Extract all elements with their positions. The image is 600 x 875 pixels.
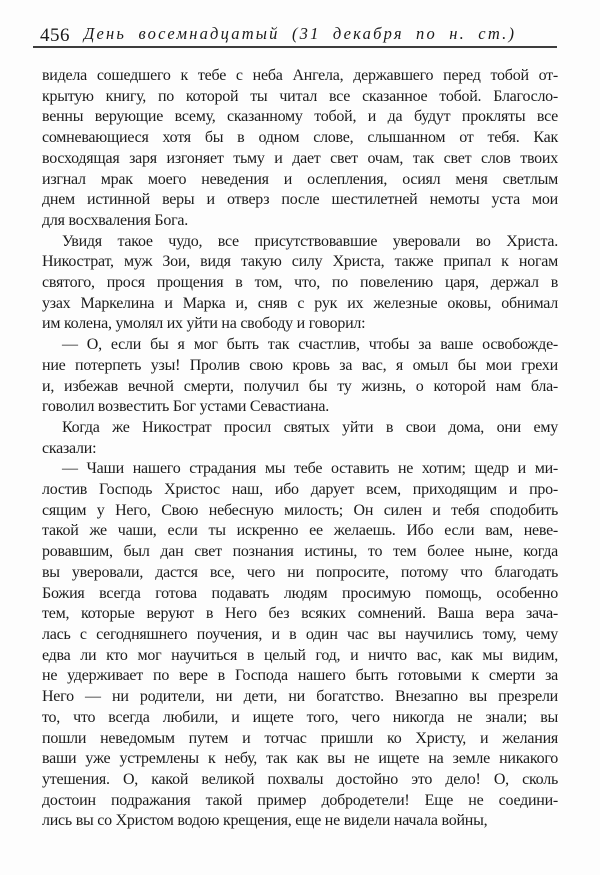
text-line: пошли неведомым путем и тотчас пришли ко Христу, и желания xyxy=(42,729,558,747)
text-line: лась с сегодняшнего поучения, и в один час вы научились тому, чему xyxy=(42,625,558,643)
text-line: достоин подражания такой пример добродетели! Еще не соедини- xyxy=(42,791,558,809)
text-line: днем истинной веры и отверз после шестилетней немоты уста мои xyxy=(42,191,558,209)
text-line: такой же чаши, если ты искренно ее желаешь. Ибо если вам, неве- xyxy=(42,522,558,540)
text-line: Божия всегда готова подавать людям просимую помощь, особенно xyxy=(42,584,558,602)
text-line: тем, которые веруют в Него без всяких сомнений. Ваша вера зача- xyxy=(42,605,558,623)
paragraph xyxy=(42,459,558,832)
text-line: ние потерпеть узы! Пролив свою кровь за вас, я омыл бы мои грехи xyxy=(42,356,558,374)
text-line: утешения. О, какой великой похвалы достойно это дело! О, сколь xyxy=(42,770,558,788)
text-line: едва ли кто мог научиться в целый год, и ничто вас, как мы видим, xyxy=(42,646,558,664)
text-line: — О, если бы я мог быть так счастлив, чтобы за ваше освобожде- xyxy=(62,336,558,354)
paragraph xyxy=(42,418,558,459)
text-line: им колена, умолял их уйти на свободу и говорил: xyxy=(42,315,366,333)
page-number: 456 xyxy=(40,25,70,46)
text-line: изгнал мрак моего неведения и ослепления, осиял меня светлым xyxy=(42,170,558,188)
text-line: крытую книгу, по которой ты читал все сказанное тобой. Благосло- xyxy=(42,87,558,105)
text-line: для восхваления Бога. xyxy=(42,211,188,229)
text-line: не удерживает по вере в Господа нашего быть готовыми к смерти за xyxy=(42,667,558,685)
text-line: ваши уже устремлены к небу, так как вы не ищете на земле никакого xyxy=(42,750,558,768)
text-line: восходящая заря изгоняет тьму и дает свет очам, так свет слов твоих xyxy=(42,149,558,167)
text-line: сказали: xyxy=(42,439,97,457)
body-text xyxy=(42,66,558,832)
text-line: ровавшим, был дан свет познания истины, то тем более ныне, когда xyxy=(42,543,558,561)
paragraph xyxy=(42,66,558,232)
text-line: святого, прося прощения в том, что, по повелению царя, держал в xyxy=(42,274,558,292)
header-rule xyxy=(33,46,557,48)
text-line: — Чаши нашего страдания мы тебе оставить не хотим; щедр и ми- xyxy=(62,460,558,478)
text-line: венны верующие всему, сказанному тобой, и да будут прокляты все xyxy=(42,108,558,126)
text-line: то, что всегда любили, и ищете того, чего никогда не знали; вы xyxy=(42,708,558,726)
text-line: говолил возвестить Бог устами Севастиана. xyxy=(42,398,330,416)
text-line: сящим у Него, Свою небесную милость; Он силен и тебя сподобить xyxy=(42,501,558,519)
paragraph xyxy=(42,232,558,336)
text-line: сомневающиеся хотя бы в одном слове, слышанном от тебя. Как xyxy=(42,129,558,147)
text-line: Когда же Никострат просил святых уйти в свои дома, они ему xyxy=(62,418,558,436)
text-line: вы уверовали, дастся все, чего ни попросите, потому что благодать xyxy=(42,563,558,581)
text-line: лостив Господь Христос наш, ибо дарует всем, приходящим и про- xyxy=(42,481,558,499)
text-line: Него — ни родители, ни дети, ни богатство. Внезапно вы презрели xyxy=(42,688,558,706)
text-line: узах Маркелина и Марка и, сняв с рук их железные оковы, обнимал xyxy=(42,294,558,312)
text-line: и, избежав вечной смерти, получил бы ту жизнь, о которой нам бла- xyxy=(42,377,558,395)
text-line: Никострат, муж Зои, видя такую силу Христа, также припал к ногам xyxy=(42,253,558,271)
page-title: День восемнадцатый (31 декабря по н. ст.) xyxy=(83,24,517,43)
paragraph xyxy=(42,335,558,418)
text-line: видела сошедшего к тебе с неба Ангела, державшего перед тобой от- xyxy=(42,67,558,84)
text-line: Увидя такое чудо, все присутствовавшие уверовали во Христа. xyxy=(62,232,558,250)
text-line: лись вы со Христом водою крещения, еще не видели начала войны, xyxy=(42,812,488,830)
page-header xyxy=(0,24,600,46)
